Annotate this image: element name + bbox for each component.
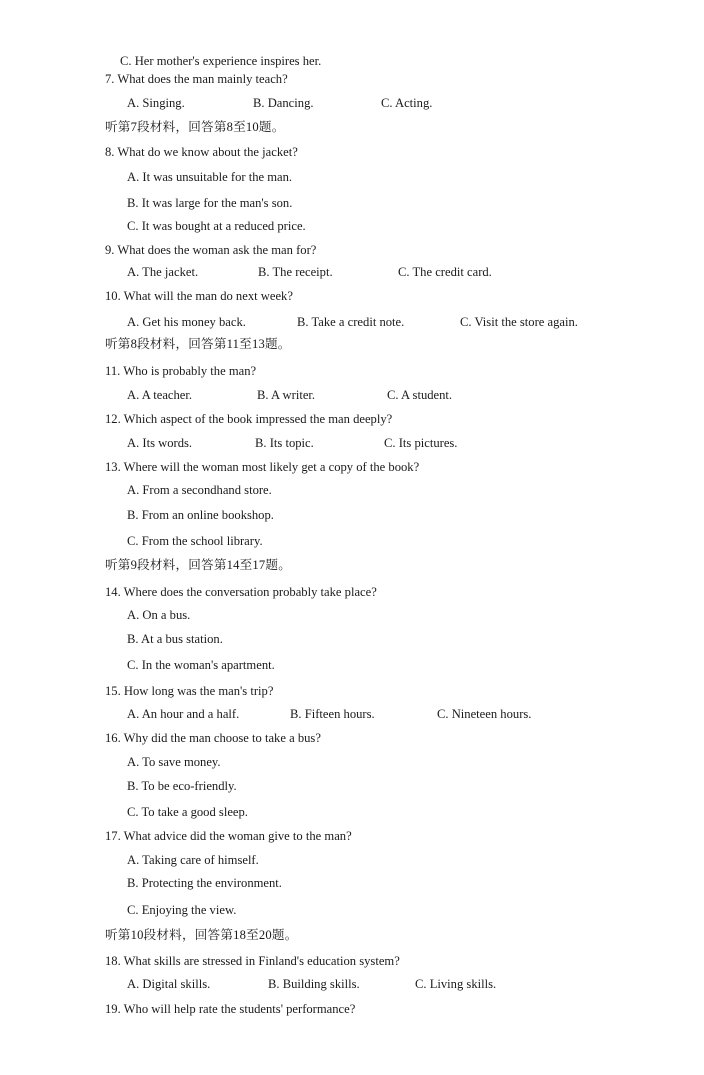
option-a: A. Singing.: [127, 96, 185, 110]
section-heading: 听第7段材料，回答第8至10题。: [105, 120, 285, 134]
option-line: B. To be eco-friendly.: [127, 779, 237, 793]
option-b: B. Building skills.: [268, 977, 360, 991]
option-b: B. Fifteen hours.: [290, 707, 375, 721]
section-heading: 听第10段材料，回答第18至20题。: [105, 928, 298, 942]
section-heading: 听第9段材料，回答第14至17题。: [105, 558, 292, 572]
option-b: B. Its topic.: [255, 436, 314, 450]
option-c: C. A student.: [387, 388, 453, 402]
option-c: C. Its pictures.: [384, 436, 458, 450]
option-line: C. It was bought at a reduced price.: [127, 219, 306, 233]
question-text: 14. Where does the conversation probably take place?: [105, 585, 377, 599]
option-line: B. At a bus station.: [127, 632, 223, 646]
option-a: A. A teacher.: [127, 388, 193, 402]
option-a: A. An hour and a half.: [127, 707, 240, 721]
option-line: C. In the woman's apartment.: [127, 658, 275, 672]
question-text: 17. What advice did the woman give to the man?: [105, 829, 352, 843]
question-text: 16. Why did the man choose to take a bus?: [105, 731, 321, 745]
section-heading: 听第8段材料，回答第11至13题。: [105, 337, 291, 351]
option-line: C. Enjoying the view.: [127, 903, 237, 917]
option-c: C. The credit card.: [398, 265, 492, 279]
option-b: B. The receipt.: [258, 265, 333, 279]
option-line: C. To take a good sleep.: [127, 805, 248, 819]
option-line: C. From the school library.: [127, 534, 263, 548]
question-text: 7. What does the man mainly teach?: [105, 72, 288, 86]
option-line: B. Protecting the environment.: [127, 876, 282, 890]
option-b: B. Dancing.: [253, 96, 314, 110]
question-text: 13. Where will the woman most likely get a copy of the book?: [105, 460, 420, 474]
option-a: A. Digital skills.: [127, 977, 211, 991]
question-text: 18. What skills are stressed in Finland's education system?: [105, 954, 400, 968]
question-text: 8. What do we know about the jacket?: [105, 145, 298, 159]
option-line: A. It was unsuitable for the man.: [127, 170, 293, 184]
question-text: 10. What will the man do next week?: [105, 289, 293, 303]
option-c: C. Living skills.: [415, 977, 497, 991]
option-line: A. On a bus.: [127, 608, 191, 622]
option-a: A. Its words.: [127, 436, 193, 450]
question-text: 15. How long was the man's trip?: [105, 684, 274, 698]
question-text: 9. What does the woman ask the man for?: [105, 243, 317, 257]
option-line: C. Her mother's experience inspires her.: [120, 54, 322, 68]
option-b: B. Take a credit note.: [297, 315, 405, 329]
option-c: C. Visit the store again.: [460, 315, 578, 329]
question-text: 12. Which aspect of the book impressed the man deeply?: [105, 412, 393, 426]
option-line: A. From a secondhand store.: [127, 483, 272, 497]
option-line: B. It was large for the man's son.: [127, 196, 293, 210]
option-a: A. Get his money back.: [127, 315, 246, 329]
option-line: A. Taking care of himself.: [127, 853, 259, 867]
option-line: A. To save money.: [127, 755, 221, 769]
option-line: B. From an online bookshop.: [127, 508, 274, 522]
question-text: 11. Who is probably the man?: [105, 364, 257, 378]
option-c: C. Nineteen hours.: [437, 707, 532, 721]
question-text: 19. Who will help rate the students' performance?: [105, 1002, 356, 1016]
option-a: A. The jacket.: [127, 265, 199, 279]
option-b: B. A writer.: [257, 388, 316, 402]
option-c: C. Acting.: [381, 96, 433, 110]
